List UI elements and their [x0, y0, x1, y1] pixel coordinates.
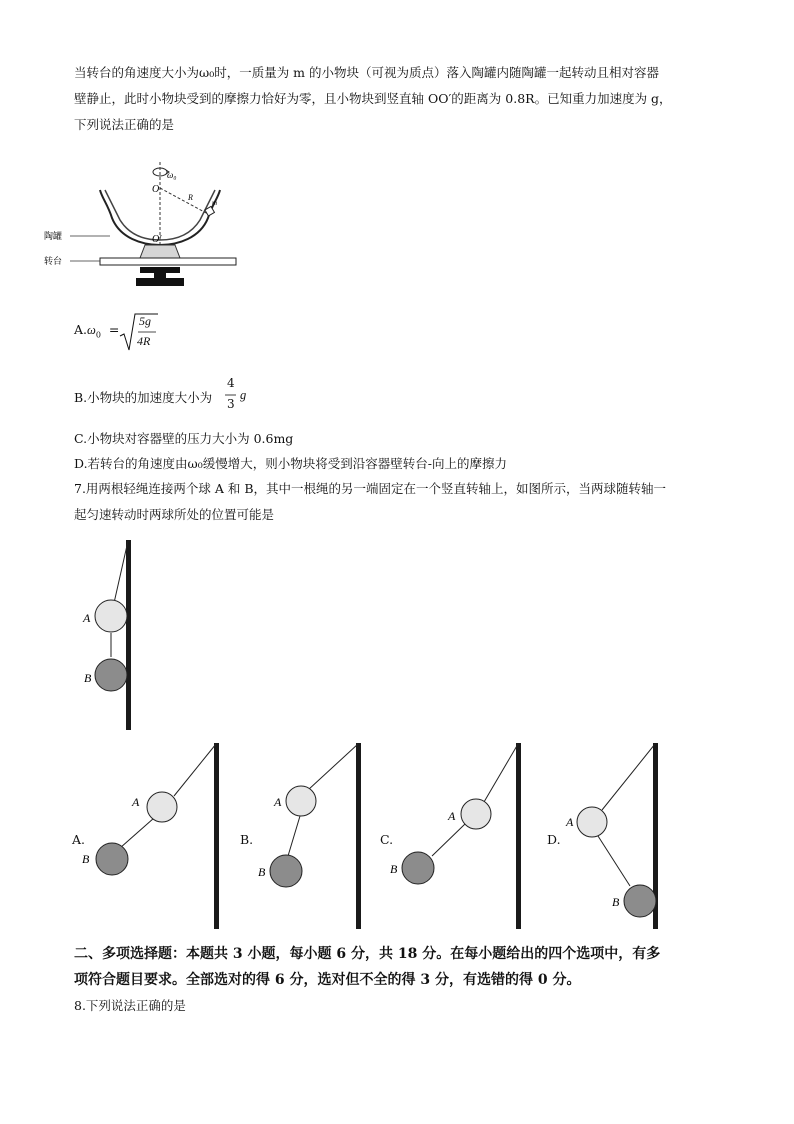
- fraction-numerator: 4: [227, 376, 235, 390]
- opt-b-ball-b-label: B: [258, 865, 266, 879]
- ball-a: [95, 600, 127, 632]
- q6-option-b: B.小物块的加速度大小为: [74, 390, 213, 405]
- omega-sub: 0: [95, 330, 101, 340]
- q6-stem-line1: 当转台的角速度大小为ω₀时，一质量为 m 的小物块（可视为质点）落入陶罐内随陶罐一起转动且相对容器: [74, 65, 660, 80]
- section2-heading-line2: 项符合题目要求。全部选对的得 6 分，选对但不全的得 3 分，有选错的得 0 分。: [74, 972, 581, 988]
- q7-option-a-figure: [84, 740, 234, 930]
- sqrt-numerator: 5g: [139, 314, 151, 328]
- ball-b-label: B: [84, 671, 92, 685]
- g-symbol: g: [240, 388, 247, 402]
- opt-a-ball-a-label: A: [132, 795, 140, 809]
- vertical-shaft: [126, 540, 131, 730]
- m-label: m: [212, 199, 218, 207]
- fraction-bar: [225, 394, 237, 396]
- section2-heading-line1: 二、多项选择题：本题共 3 小题，每小题 6 分，共 18 分。在每小题给出的四个选项中，有多: [74, 946, 661, 962]
- q6-option-d: D.若转台的角速度由ω₀缓慢增大，则小物块将受到沿容器壁转台-向上的摩擦力: [74, 456, 507, 471]
- q7-stem-line1: 7.用两根轻绳连接两个球 A 和 B，其中一根绳的另一端固定在一个竖直转轴上，如图所示，当两球随转轴一: [74, 481, 667, 496]
- opt-c-ball-a-label: A: [448, 809, 456, 823]
- opt-d-ball-b-label: B: [612, 895, 620, 909]
- ball-b: [95, 659, 127, 691]
- turntable: [100, 258, 236, 265]
- opt-a-ball-b-label: B: [82, 852, 90, 866]
- q7-reference-figure: [78, 535, 158, 730]
- q6-stem-line2: 壁静止，此时小物块受到的摩擦力恰好为零，且小物块到竖直轴 OO′的距离为 0.8R。已知重力加速度为 g，: [74, 91, 672, 106]
- q6-stem-line3: 下列说法正确的是: [74, 117, 175, 132]
- q7-option-d-label: D.: [547, 832, 561, 847]
- q7-option-b-label: B.: [240, 832, 254, 847]
- q8-stem: 8.下列说法正确的是: [74, 998, 186, 1013]
- q7-option-d-figure: [560, 740, 670, 930]
- option-a-prefix: A.: [74, 322, 88, 337]
- opt-d-ball-a-label: A: [566, 815, 574, 829]
- q7-option-c-label: C.: [380, 832, 394, 847]
- q7-stem-line2: 起匀速转动时两球所处的位置可能是: [74, 507, 275, 522]
- turntable-label: 转台: [44, 257, 63, 267]
- omega-symbol: ω: [87, 323, 96, 337]
- q6-jar-figure: [44, 150, 250, 290]
- opt-c-ball-b-label: B: [390, 862, 398, 876]
- sqrt-denominator: 4R: [137, 334, 151, 348]
- q6-option-a: [74, 322, 123, 340]
- opt-b-ball-a-label: A: [274, 795, 282, 809]
- q7-option-b-figure: [256, 740, 376, 930]
- fraction-denominator: 3: [227, 397, 235, 411]
- q7-option-a-label: A.: [72, 832, 86, 847]
- ball-a-label: A: [83, 611, 91, 625]
- o-prime-label: O′: [152, 234, 162, 245]
- jar-label: 陶罐: [44, 232, 63, 242]
- q7-option-c-figure: [392, 740, 532, 930]
- r-label: R: [188, 193, 193, 202]
- omega-label: ω₀: [167, 170, 177, 180]
- o-label: O: [152, 184, 160, 195]
- equals-sign: =: [108, 322, 120, 337]
- q6-option-c: C.小物块对容器壁的压力大小为 0.6mg: [74, 431, 294, 446]
